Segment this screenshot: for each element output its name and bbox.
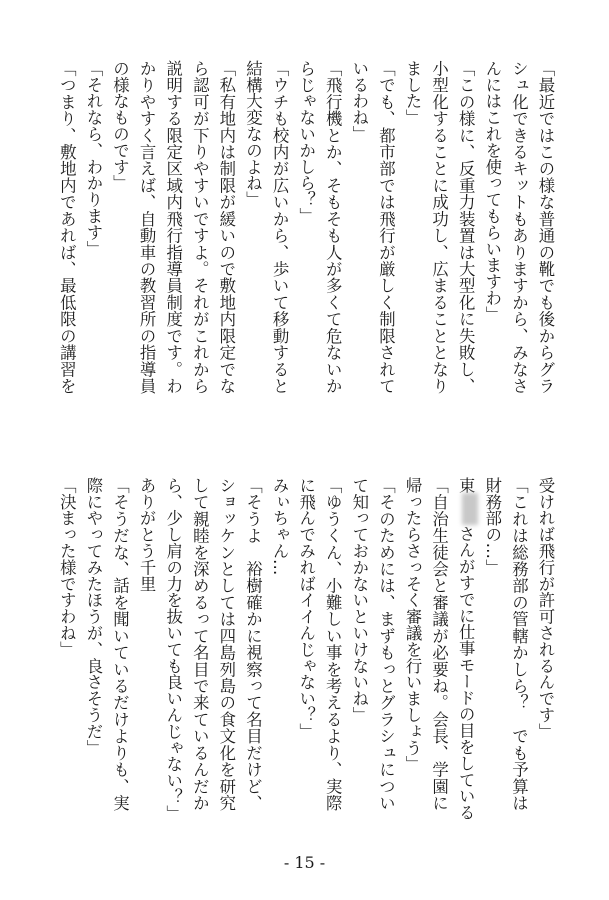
- text-column: 説明する限定区域内飛行指導員制度です。わ: [163, 60, 183, 394]
- text-column: ら認可が下りやすいですよ。それがこれから: [190, 60, 210, 394]
- text-column: に飛んでみればイイんじゃない？」: [296, 477, 316, 740]
- text-column: 「これは総務部の管轄かしら？ でも予算は: [509, 477, 529, 811]
- text-block-top: [52, 60, 558, 394]
- text-column: 「でも、都市部では飛行が厳しく制限されて: [376, 60, 396, 394]
- text-column: 「そのためには、まずもっとグラシュについ: [376, 477, 396, 811]
- text-column: ら、少し肩の力を抜いても良いんじゃない？」: [163, 477, 183, 822]
- text-column: て知っておかないといけないね」: [349, 477, 369, 723]
- text-column: して親睦を深めるって名目で来ているんだか: [190, 477, 210, 811]
- text-column: いるわね」: [349, 60, 369, 142]
- text-column: 「そうだな、話を聞いているだけよりも、実: [110, 477, 130, 811]
- text-column: 「この様に、反重力装置は大型化に失敗し、: [456, 60, 476, 394]
- text-column: かりやすく言えば、自動車の教習所の指導員: [137, 60, 157, 394]
- redacted-name: [462, 493, 478, 525]
- text-column: シュ化できるキットもありますから、みなさ: [509, 60, 529, 394]
- text-column: 「それなら、わかります」: [83, 60, 103, 257]
- text-column: 「そうよ 裕樹確かに視察って名目だけど、: [243, 477, 263, 811]
- text-column: 「最近ではこの様な普通の靴でも後からグラ: [536, 60, 555, 394]
- text-before-redaction: 東: [456, 477, 476, 494]
- text-column: 結構大変なのよね」: [243, 60, 263, 208]
- text-column: 「ウチも校内が広いから、歩いて移動すると: [270, 60, 290, 394]
- text-column: 「つまり、敷地内であれば、最低限の講習を: [57, 60, 77, 394]
- page-number: - 15 -: [283, 853, 326, 872]
- text-after-redaction: さんがすでに仕事モードの目をしている: [456, 525, 476, 821]
- text-column: 「決まった様ですわね」: [57, 477, 77, 658]
- text-column: らじゃないかしら？」: [296, 60, 316, 224]
- text-column: 「自治生徒会と審議が必要ね。会長、学園に: [429, 477, 449, 811]
- text-column: 際にやってみたほうが、良さそうだ」: [83, 477, 103, 756]
- text-column: んにはこれを使ってもらいますわ」: [482, 60, 502, 323]
- text-column: 「私有地内は制限が緩いので敷地内限定でな: [216, 60, 236, 394]
- text-block-bottom: [52, 477, 558, 822]
- text-column: 財務部の…」: [482, 477, 502, 576]
- text-column: 帰ったらさっそく審議を行いましょう」: [403, 477, 423, 773]
- text-column: ました」: [403, 60, 423, 126]
- text-column: 「飛行機とか、そもそも人が多くて危ないか: [323, 60, 343, 394]
- text-column: 「ゆうくん、小難しい事を考えるより、実際: [323, 477, 343, 811]
- text-column: ありがとう千里: [137, 477, 157, 592]
- text-column: [452, 477, 479, 821]
- text-column: 小型化することに成功し、広まることとなり: [429, 60, 449, 394]
- text-column: みぃちゃん…: [270, 477, 290, 576]
- text-column: ショッケンとしては四島列島の食文化を研究: [216, 477, 236, 811]
- text-column: の様なものです」: [110, 60, 130, 192]
- text-column: 受ければ飛行が許可されるんです」: [536, 477, 555, 740]
